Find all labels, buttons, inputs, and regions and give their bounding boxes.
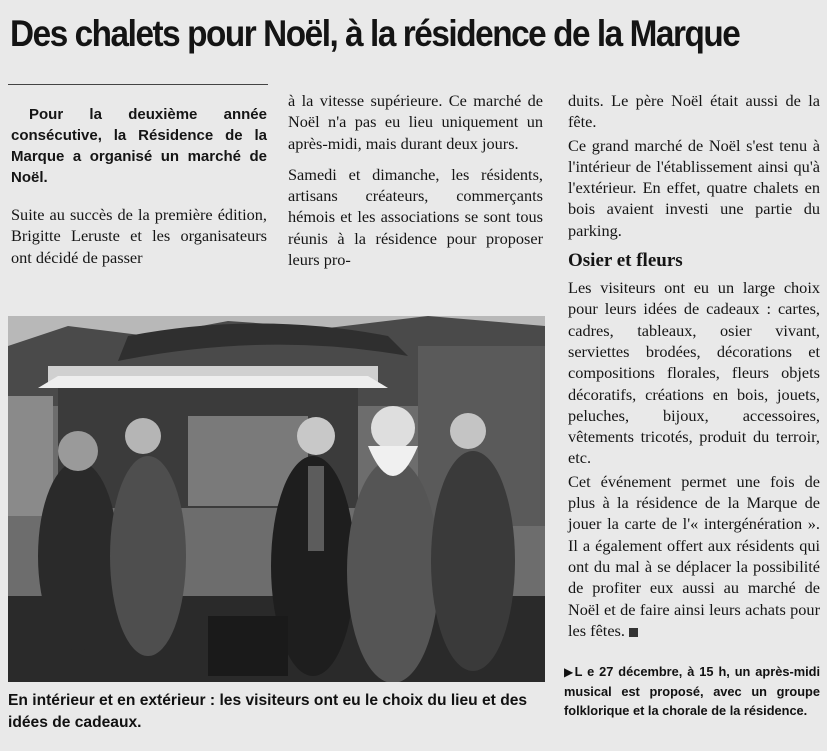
body-paragraph-2: à la vitesse supérieure. Ce marché de Noël n'a pas eu lieu uniquement un après-midi, mais durant deux jours. (288, 91, 543, 153)
body-paragraph-5: Ce grand marché de Noël s'est tenu à l'intérieur de l'établissement ainsi qu'à l'extérieur. En effet, quatre chalets en bois avaient investi une partie du parking. (568, 135, 820, 240)
end-mark-icon (629, 628, 638, 637)
body-paragraph-7-text: Cet événement permet une fois de plus à la résidence de la Marque de jouer la carte de l'« intergénération ». Il a également offert aux résidents qui ont du mal à se déplacer la possibilité de profiter eux aussi au marché de Noël et de faire ainsi leurs achats pour les fêtes. (568, 471, 820, 640)
event-note-text: L e 27 décembre, à 15 h, un après-midi musical est proposé, avec un groupe folklorique et la chorale de la résidence. (564, 664, 821, 718)
body-paragraph-7 (568, 471, 820, 641)
photo-illustration (8, 316, 545, 682)
column-2 (288, 90, 543, 270)
body-paragraph-6: Les visiteurs ont eu un large choix pour leurs idées de cadeaux : cartes, cadres, tableaux, osier vivant, serviettes brodées, décorations et compositions florales, fleurs objets décoratifs, créations en bois, jouets, peluches, bijoux, accessoires, vêtements tricotés, produit du terroir, etc. (568, 278, 820, 468)
column-3 (568, 90, 820, 641)
headline: Des chalets pour Noël, à la résidence de la Marque (10, 13, 740, 54)
arrow-right-icon: ▶ (564, 665, 575, 679)
lead-divider (8, 84, 268, 85)
photo-caption: En intérieur et en extérieur : les visiteurs ont eu le choix du lieu et des idées de cadeaux. (8, 692, 528, 731)
body-paragraph-1: Suite au succès de la première édition, Brigitte Leruste et les organisateurs ont décidé de passer (11, 205, 267, 267)
lead-paragraph: Pour la deuxième année consécutive, la Résidence de la Marque a organisé un marché de Noël. (11, 106, 267, 186)
column-1 (11, 104, 267, 268)
event-note (564, 662, 820, 720)
subheading: Osier et fleurs (568, 250, 683, 272)
body-paragraph-3: Samedi et dimanche, les résidents, artisans créateurs, commerçants hémois et les associations se sont tous réunis à la résidence pour proposer leurs pro- (288, 164, 543, 270)
body-paragraph-4: duits. Le père Noël était aussi de la fête. (568, 91, 820, 132)
article-photo (8, 316, 545, 682)
